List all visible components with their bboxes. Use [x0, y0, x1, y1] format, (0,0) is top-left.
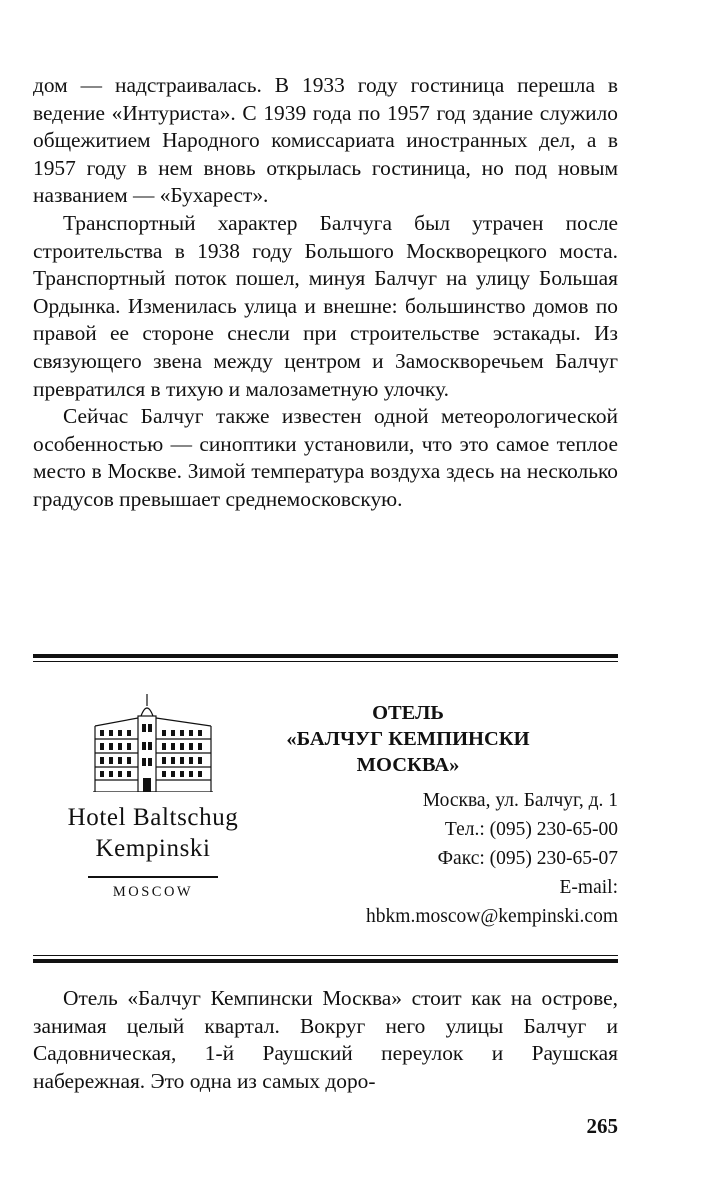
- hotel-logo: [33, 692, 273, 901]
- ad-bottom-rule: [33, 955, 618, 963]
- hotel-title-line: «БАЛЧУГ КЕМПИНСКИ: [286, 728, 530, 750]
- logo-name-line1: Hotel Baltschug: [67, 804, 239, 831]
- hotel-phone: Тел.: (095) 230-65-00: [444, 819, 618, 840]
- hotel-advertisement: [33, 668, 618, 950]
- email-label: E-mail:: [559, 877, 618, 898]
- paragraph: Транспортный характер Балчуга был утрачен после строительства в 1938 году Большого Москворецкого моста. Транспортный поток пошел, минуя Балчуг на улицу Большая Ордынка. Изменилась улица и внешне: большинство домов по правой ее стороне снесли при строительстве эстакады. Из связующего звена между центром и Замоскворечьем Балчуг превратился в тихую и малозаметную улочку.: [33, 210, 618, 401]
- paragraph: Отель «Балчуг Кемпински Москва» стоит как на острове, занимая целый квартал. Вокруг него улицы Балчуг и Садовническая, 1-й Раушский переулок и Раушская набережная. Это одна из самых доро-: [33, 986, 618, 1093]
- paragraph: дом — надстраивалась. В 1933 году гостиница перешла в ведение «Интуриста». С 1939 года по 1957 год здание служило общежитием Народного комиссариата иностранных дел, а в 1957 году в нем вновь открылась гостиница, но под новым названием — «Бухарест».: [33, 73, 618, 208]
- paragraph: Сейчас Балчуг также известен одной метеорологической особенностью — синоптики установили, что это самое теплое место в Москве. Зимой температура воздуха здесь на несколько градусов превышает среднемосковскую.: [33, 404, 618, 511]
- hotel-building-icon: [91, 692, 215, 792]
- hotel-title: [268, 700, 548, 778]
- hotel-contacts: [366, 786, 618, 931]
- body-text-top: [33, 72, 618, 514]
- page-number: 265: [586, 1114, 618, 1138]
- logo-divider: [88, 876, 218, 878]
- hotel-address: Москва, ул. Балчуг, д. 1: [422, 790, 618, 811]
- hotel-title-line: МОСКВА»: [356, 754, 460, 776]
- ad-top-rule: [33, 654, 618, 662]
- logo-city: MOSCOW: [112, 883, 194, 900]
- body-text-bottom: [33, 985, 618, 1095]
- hotel-title-line: ОТЕЛЬ: [372, 702, 444, 724]
- hotel-email: hbkm.moscow@kempinski.com: [366, 906, 618, 927]
- hotel-fax: Факс: (095) 230-65-07: [437, 848, 618, 869]
- logo-name-line2: Kempinski: [95, 835, 211, 862]
